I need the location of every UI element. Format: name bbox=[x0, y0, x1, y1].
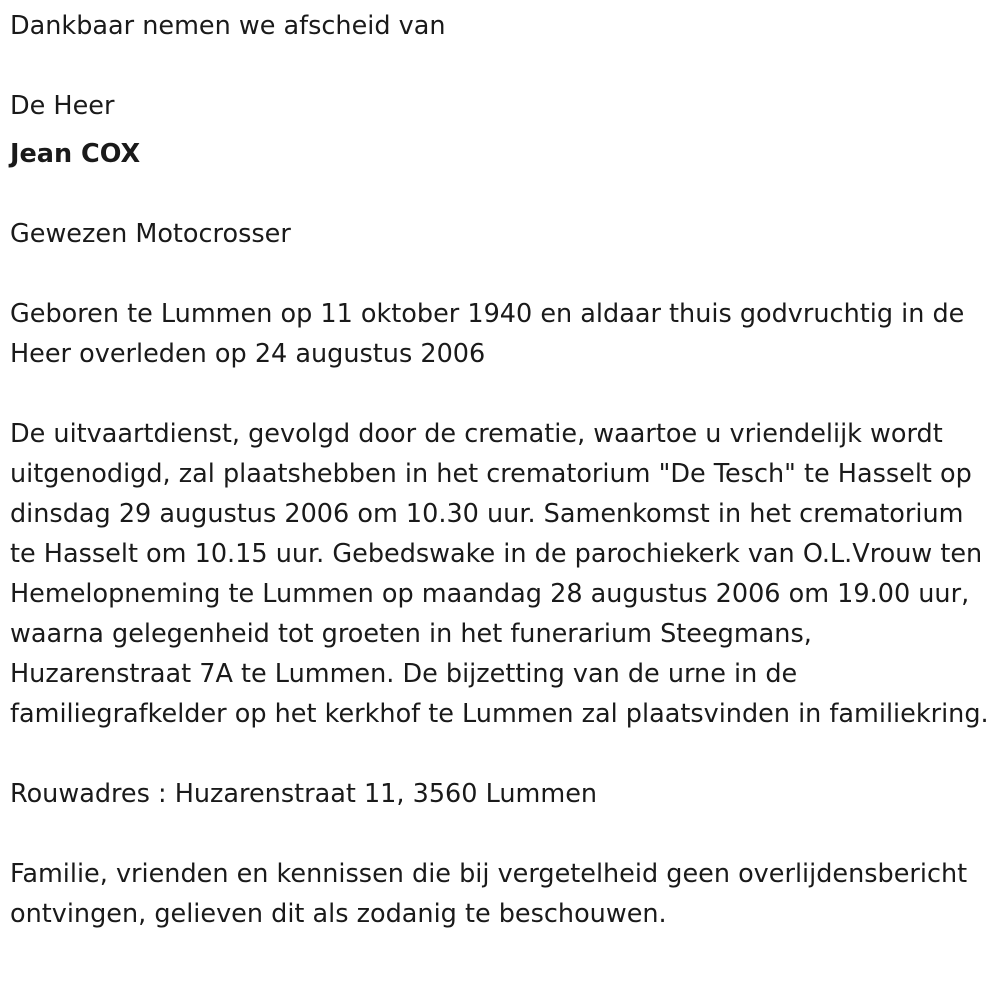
birth-death-text: Geboren te Lummen op 11 oktober 1940 en aldaar thuis godvruchtig in de Heer overleden op 24 augustus 2006 bbox=[10, 299, 965, 369]
honorific: De Heer bbox=[10, 91, 115, 121]
death-notice bbox=[10, 6, 992, 934]
deceased-name: Jean COX bbox=[10, 139, 141, 169]
intro-text: Dankbaar nemen we afscheid van bbox=[10, 11, 446, 41]
occupation: Gewezen Motocrosser bbox=[10, 219, 291, 249]
service-details: De uitvaartdienst, gevolgd door de crematie, waartoe u vriendelijk wordt uitgenodigd, zal plaatshebben in het crematorium "De Tesch" te Hasselt op dinsdag 29 augustus 2006 om 10.30 uur. Samenkomst in het crematorium te Hasselt om 10.15 uur. Gebedswake in de parochiekerk van O.L.Vrouw ten Hemelopneming te Lummen op maandag 28 augustus 2006 om 19.00 uur, waarna gelegenheid tot groeten in het funerarium Steegmans, Huzarenstraat 7A te Lummen. De bijzetting van de urne in de familiegrafkelder op het kerkhof te Lummen zal plaatsvinden in familiekring. bbox=[10, 419, 989, 729]
mourning-address: Rouwadres : Huzarenstraat 11, 3560 Lummen bbox=[10, 779, 598, 809]
closing-text: Familie, vrienden en kennissen die bij vergetelheid geen overlijdensbericht ontvingen, gelieven dit als zodanig te beschouwen. bbox=[10, 859, 968, 929]
